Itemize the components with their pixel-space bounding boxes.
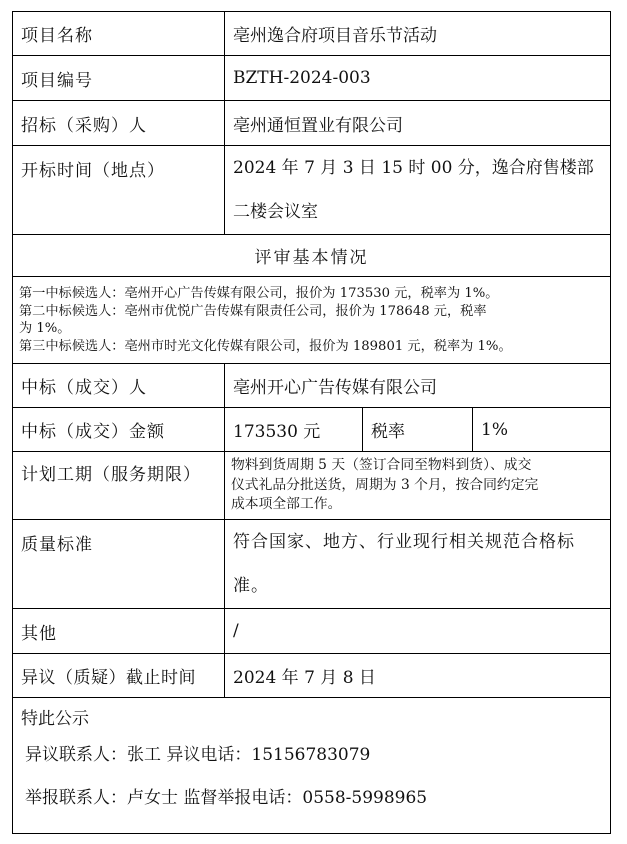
project-name-label: 项目名称 — [13, 12, 225, 56]
purchaser-value: 亳州通恒置业有限公司 — [225, 101, 611, 146]
quality-label: 质量标准 — [13, 520, 225, 609]
project-name-value: 亳州逸合府项目音乐节活动 — [225, 12, 611, 56]
row-notice — [13, 698, 611, 834]
schedule-line-2: 仪式礼品分批送货，周期为 3 个月，按合同约定完 — [231, 476, 539, 493]
schedule-line-1: 物料到货周期 5 天（签订合同至物料到货）、成交 — [231, 457, 532, 474]
winner-label: 中标（成交）人 — [13, 364, 225, 408]
winner-value: 亳州开心广告传媒有限公司 — [225, 364, 611, 408]
purchaser-label: 招标（采购）人 — [13, 101, 225, 146]
review-heading: 评审基本情况 — [13, 235, 611, 277]
review-line-2: 第二中标候选人：亳州市优悦广告传媒有限责任公司，报价为 178648 元，税率 — [19, 303, 487, 319]
row-review-heading — [13, 235, 611, 277]
row-quality — [13, 520, 611, 609]
review-line-3: 为 1%。 — [19, 321, 71, 336]
row-review-details — [13, 277, 611, 364]
review-line-1: 第一中标候选人：亳州开心广告传媒有限公司，报价为 173530 元，税率为 1%。 — [19, 286, 499, 301]
review-details — [13, 277, 611, 364]
opening-label: 开标时间（地点） — [13, 146, 225, 235]
other-label: 其他 — [13, 609, 225, 654]
notice-title: 特此公示 — [21, 709, 89, 729]
notice-contact-objection: 异议联系人：张工 异议电话：15156783079 — [25, 745, 371, 765]
row-project-code — [13, 56, 611, 101]
project-code-value: BZTH-2024-003 — [225, 56, 611, 101]
row-other — [13, 609, 611, 654]
row-objection-deadline — [13, 654, 611, 698]
notice-contact-report: 举报联系人：卢女士 监督举报电话：0558-5998965 — [25, 788, 428, 808]
amount-value: 173530 元 — [225, 408, 363, 452]
row-schedule — [13, 452, 611, 520]
opening-value — [225, 146, 611, 235]
other-value: / — [225, 609, 611, 654]
objection-deadline-value: 2024 年 7 月 8 日 — [225, 654, 611, 698]
opening-value-line2: 二楼会议室 — [233, 202, 318, 222]
review-line-4: 第三中标候选人：亳州市时光文化传媒有限公司，报价为 189801 元，税率为 1%。 — [19, 338, 512, 354]
quality-value-line2: 准。 — [233, 576, 269, 596]
tax-rate-label: 税率 — [363, 408, 473, 452]
schedule-label: 计划工期（服务期限） — [13, 452, 225, 520]
row-project-name — [13, 12, 611, 56]
objection-deadline-label: 异议（质疑）截止时间 — [13, 654, 225, 698]
row-opening — [13, 146, 611, 235]
schedule-value — [225, 452, 611, 520]
project-code-label: 项目编号 — [13, 56, 225, 101]
quality-value — [225, 520, 611, 609]
row-purchaser — [13, 101, 611, 146]
row-amount — [13, 408, 611, 452]
schedule-line-3: 成本项全部工作。 — [231, 496, 342, 513]
quality-value-line1: 符合国家、地方、行业现行相关规范合格标 — [233, 532, 575, 552]
tax-rate-value: 1% — [473, 408, 611, 452]
notice-block — [13, 698, 611, 834]
amount-label: 中标（成交）金额 — [13, 408, 225, 452]
bid-result-table — [12, 11, 611, 834]
row-winner — [13, 364, 611, 408]
opening-value-line1: 2024 年 7 月 3 日 15 时 00 分，逸合府售楼部 — [233, 158, 594, 178]
